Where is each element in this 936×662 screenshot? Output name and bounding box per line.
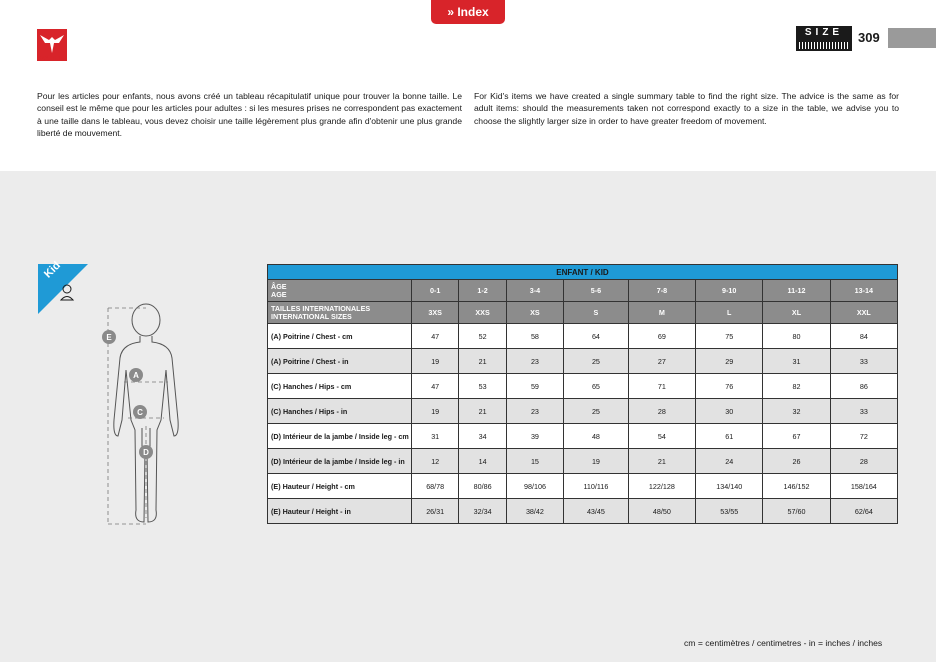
table-cell: 47 (412, 374, 459, 399)
table-row (268, 474, 898, 499)
table-row (268, 399, 898, 424)
table-cell: 64 (564, 324, 629, 349)
table-cell: 25 (564, 349, 629, 374)
header-bar (888, 28, 936, 48)
table-cell: 80/86 (459, 474, 506, 499)
table-cell: 26/31 (412, 499, 459, 524)
size-cell: L (696, 302, 763, 324)
table-title-row (268, 265, 898, 280)
table-cell: 48 (564, 424, 629, 449)
table-cell: 19 (564, 449, 629, 474)
table-row (268, 449, 898, 474)
size-cell: XXS (459, 302, 506, 324)
intro-text-en: For Kid's items we have created a single summary table to find the right size. The advice is the same as for adult items: should the measurements taken not correspond exactly to a size in the table, we advise you to choose the slightly larger size in order to have greater freedom of movement. (474, 91, 899, 126)
table-cell: 26 (763, 449, 830, 474)
table-cell: 25 (564, 399, 629, 424)
row-label: (D) Intérieur de la jambe / Inside leg - cm (268, 424, 412, 449)
age-header (268, 280, 412, 302)
table-cell: 54 (628, 424, 695, 449)
table-cell: 21 (459, 349, 506, 374)
table-cell: 122/128 (628, 474, 695, 499)
table-row (268, 499, 898, 524)
table-cell: 29 (696, 349, 763, 374)
table-cell: 80 (763, 324, 830, 349)
table-cell: 23 (506, 349, 563, 374)
table-row (268, 424, 898, 449)
table-cell: 21 (459, 399, 506, 424)
size-badge (796, 26, 852, 51)
table-cell: 158/164 (830, 474, 897, 499)
age-cell: 7-8 (628, 280, 695, 302)
size-cell: 3XS (412, 302, 459, 324)
size-table (267, 264, 898, 524)
table-cell: 72 (830, 424, 897, 449)
table-cell: 47 (412, 324, 459, 349)
table-cell: 31 (763, 349, 830, 374)
table-cell: 98/106 (506, 474, 563, 499)
table-cell: 68/78 (412, 474, 459, 499)
intl-label-fr: TAILLES INTERNATIONALES (271, 304, 371, 313)
intl-label-en: INTERNATIONAL SIZES (271, 311, 352, 321)
row-label: (D) Intérieur de la jambe / Inside leg - in (268, 449, 412, 474)
table-cell: 65 (564, 374, 629, 399)
table-cell: 31 (412, 424, 459, 449)
age-cell: 0-1 (412, 280, 459, 302)
table-cell: 32 (763, 399, 830, 424)
table-cell: 39 (506, 424, 563, 449)
kid-label: Kid (42, 259, 64, 281)
table-cell: 27 (628, 349, 695, 374)
marker-d-icon (139, 445, 153, 459)
table-cell: 33 (830, 399, 897, 424)
table-cell: 30 (696, 399, 763, 424)
table-cell: 76 (696, 374, 763, 399)
table-cell: 28 (830, 449, 897, 474)
table-row (268, 349, 898, 374)
table-cell: 53 (459, 374, 506, 399)
age-row (268, 280, 898, 302)
marker-d-label: D (143, 448, 149, 457)
age-label-en: AGE (271, 289, 287, 299)
table-cell: 134/140 (696, 474, 763, 499)
table-cell: 57/60 (763, 499, 830, 524)
table-cell: 71 (628, 374, 695, 399)
table-cell: 62/64 (830, 499, 897, 524)
size-cell: M (628, 302, 695, 324)
table-cell: 15 (506, 449, 563, 474)
table-cell: 32/34 (459, 499, 506, 524)
marker-a-label: A (133, 371, 139, 380)
table-cell: 28 (628, 399, 695, 424)
table-cell: 67 (763, 424, 830, 449)
units-footnote: cm = centimètres / centimetres - in = inches / inches (684, 638, 883, 648)
marker-c-icon (133, 405, 147, 419)
intl-size-row (268, 302, 898, 324)
age-label-fr: ÂGE (271, 282, 287, 291)
table-cell: 38/42 (506, 499, 563, 524)
row-label: (A) Poitrine / Chest - cm (268, 324, 412, 349)
ruler-icon (799, 42, 849, 49)
size-cell: XXL (830, 302, 897, 324)
age-cell: 1-2 (459, 280, 506, 302)
table-row (268, 374, 898, 399)
table-cell: 146/152 (763, 474, 830, 499)
table-cell: 21 (628, 449, 695, 474)
size-cell: XL (763, 302, 830, 324)
table-cell: 110/116 (564, 474, 629, 499)
intl-size-header (268, 302, 412, 324)
age-cell: 13-14 (830, 280, 897, 302)
table-cell: 23 (506, 399, 563, 424)
marker-e-label: E (106, 333, 112, 342)
age-cell: 5-6 (564, 280, 629, 302)
table-cell: 12 (412, 449, 459, 474)
age-cell: 11-12 (763, 280, 830, 302)
table-cell: 82 (763, 374, 830, 399)
index-link[interactable]: » Index (431, 0, 505, 24)
page-number: 309 (858, 30, 880, 45)
size-label: SIZE (804, 27, 844, 38)
age-cell: 3-4 (506, 280, 563, 302)
table-cell: 69 (628, 324, 695, 349)
row-label: (A) Poitrine / Chest - in (268, 349, 412, 374)
row-label: (C) Hanches / Hips - in (268, 399, 412, 424)
table-cell: 43/45 (564, 499, 629, 524)
marker-a-icon (129, 368, 143, 382)
table-cell: 75 (696, 324, 763, 349)
age-cell: 9-10 (696, 280, 763, 302)
table-cell: 53/55 (696, 499, 763, 524)
table-title: ENFANT / KID (268, 265, 898, 280)
table-cell: 19 (412, 349, 459, 374)
table-row (268, 324, 898, 349)
brand-name: PAYPER (38, 56, 61, 62)
table-cell: 84 (830, 324, 897, 349)
marker-c-label: C (137, 408, 143, 417)
table-cell: 33 (830, 349, 897, 374)
marker-e-icon (102, 330, 116, 344)
intro-text-fr: Pour les articles pour enfants, nous avons créé un tableau récapitulatif unique pour trouver la bonne taille. Le conseil est le même que pour les articles pour adultes : si les mesures prises ne correspondent pas exactement à une taille dans le tableau, vous devez choisir une taille légèrement plus grande afin d'obtenir une plus grande liberté de mouvement. (37, 91, 462, 139)
size-cell: S (564, 302, 629, 324)
row-label: (C) Hanches / Hips - cm (268, 374, 412, 399)
table-cell: 24 (696, 449, 763, 474)
table-cell: 58 (506, 324, 563, 349)
table-cell: 59 (506, 374, 563, 399)
table-cell: 14 (459, 449, 506, 474)
table-cell: 48/50 (628, 499, 695, 524)
size-cell: XS (506, 302, 563, 324)
table-cell: 19 (412, 399, 459, 424)
table-cell: 34 (459, 424, 506, 449)
table-cell: 61 (696, 424, 763, 449)
table-cell: 86 (830, 374, 897, 399)
table-cell: 52 (459, 324, 506, 349)
row-label: (E) Hauteur / Height - in (268, 499, 412, 524)
table-body (268, 324, 898, 524)
row-label: (E) Hauteur / Height - cm (268, 474, 412, 499)
